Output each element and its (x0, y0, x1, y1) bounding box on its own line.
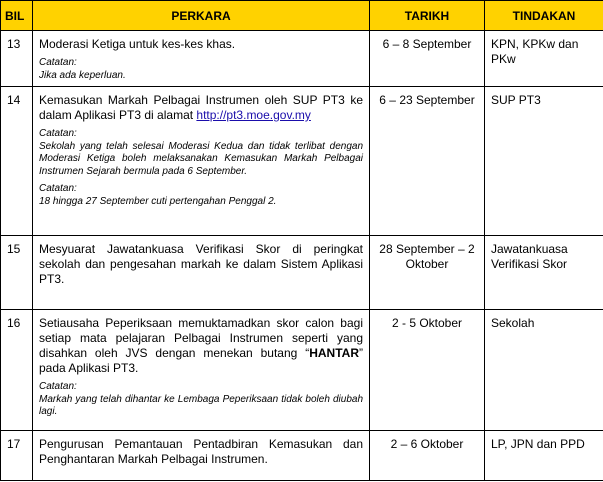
note-label: Catatan: (39, 57, 77, 68)
hantar-keyword: HANTAR (309, 346, 359, 360)
note (39, 381, 363, 419)
note-text: Jika ada keperluan. (39, 69, 126, 81)
header-row (1, 1, 603, 31)
tindakan-cell: LP, JPN dan PPD (485, 431, 603, 481)
header-bil: BIL (1, 1, 33, 31)
perkara-cell (33, 236, 370, 310)
tarikh-cell: 6 – 23 September (370, 87, 485, 236)
row-number: 17 (1, 431, 33, 481)
tindakan-cell: Sekolah (485, 310, 603, 431)
perkara-text: Moderasi Ketiga untuk kes-kes khas. (39, 37, 236, 51)
note (39, 183, 363, 208)
note-text: 18 hingga 27 September cuti pertengahan Penggal 2. (39, 195, 277, 207)
perkara-text-pre: Setiausaha Peperiksaan memuktamadkan skor calon bagi setiap mata pelajaran Pelbagai Instrumen seperti yang disahkan oleh JVS dengan menekan butang “ (39, 316, 363, 360)
note-text: Markah yang telah dihantar ke Lembaga Peperiksaan tidak boleh diubah lagi. (39, 393, 363, 417)
perkara-cell (33, 87, 370, 236)
header-tarikh: TARIKH (370, 1, 485, 31)
table-row (1, 310, 603, 431)
row-number: 16 (1, 310, 33, 431)
table-row (1, 87, 603, 236)
table-row (1, 431, 603, 481)
note-label: Catatan: (39, 128, 77, 139)
tarikh-cell: 2 - 5 Oktober (370, 310, 485, 431)
perkara-text (39, 93, 363, 123)
perkara-text-pre: Kemasukan Markah Pelbagai Instrumen oleh SUP PT3 ke dalam Aplikasi PT3 di alamat (39, 93, 363, 122)
perkara-cell (33, 310, 370, 431)
note (39, 128, 363, 178)
perkara-cell (33, 431, 370, 481)
perkara-text: Mesyuarat Jawatankuasa Verifikasi Skor di peringkat sekolah dan pengesahan markah ke dalam Sistem Aplikasi PT3. (39, 242, 363, 286)
table-row (1, 31, 603, 87)
tarikh-cell: 2 – 6 Oktober (370, 431, 485, 481)
table-row (1, 236, 603, 310)
tarikh-cell: 6 – 8 September (370, 31, 485, 87)
header-perkara: PERKARA (33, 1, 370, 31)
perkara-cell (33, 31, 370, 87)
tindakan-cell: KPN, KPKw dan PKw (485, 31, 603, 87)
header-tindakan: TINDAKAN (485, 1, 603, 31)
note-label: Catatan: (39, 381, 77, 392)
pt3-link[interactable]: http://pt3.moe.gov.my (196, 108, 311, 122)
note-text: Sekolah yang telah selesai Moderasi Kedua dan tidak terlibat dengan Moderasi Ketiga boleh melaksanakan Kemasukan Markah Pelbagai Instrumen Sejarah bermula pada 6 September. (39, 140, 363, 177)
tindakan-cell: Jawatankuasa Verifikasi Skor (485, 236, 603, 310)
tindakan-cell: SUP PT3 (485, 87, 603, 236)
row-number: 15 (1, 236, 33, 310)
row-number: 13 (1, 31, 33, 87)
tarikh-cell: 28 September – 2 Oktober (370, 236, 485, 310)
note-label: Catatan: (39, 183, 77, 194)
perkara-text: Pengurusan Pemantauan Pentadbiran Kemasukan dan Penghantaran Markah Pelbagai Instrumen. (39, 437, 363, 466)
perkara-text (39, 316, 363, 376)
row-number: 14 (1, 87, 33, 236)
note (39, 57, 363, 82)
perkara-text-post: ” pada Aplikasi PT3. (39, 346, 363, 375)
